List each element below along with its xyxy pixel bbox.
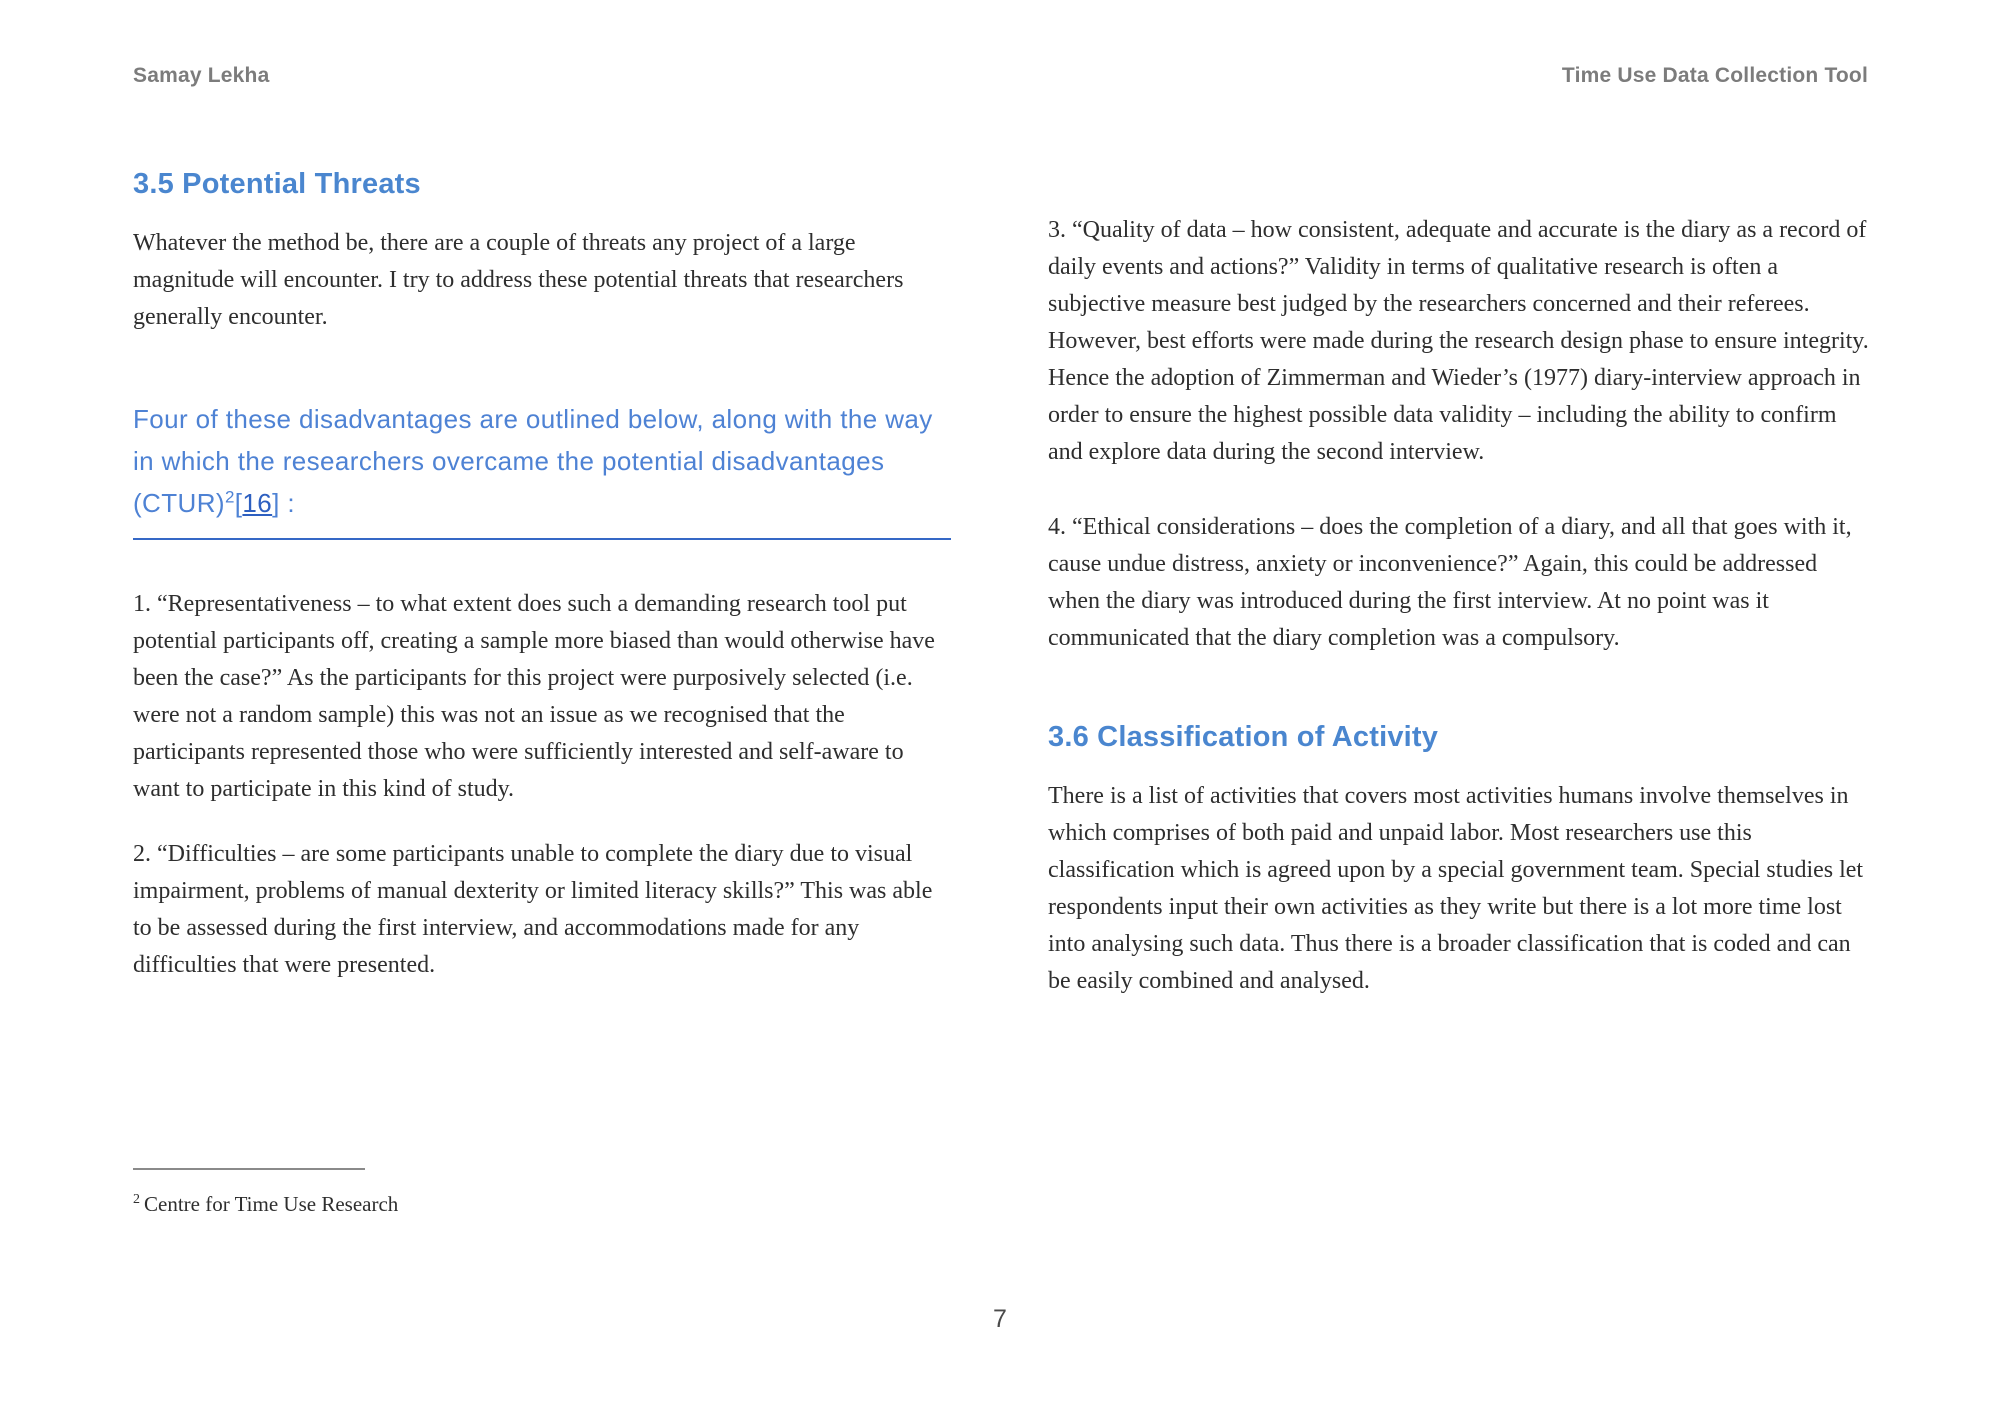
numbered-item-3-quality-of-data: 3. “Quality of data – how consistent, adequate and accurate is the diary as a record of daily events and actions?” Validity in terms of qualitative research is often a subjective measure best judged by the researchers concerned and their referees. However, best efforts were made during the research design phase to ensure integrity. Hence the adoption of Zimmerman and Wieder’s (1977) diary-interview approach in order to ensure the highest possible data validity – including the ability to confirm and explore data during the second interview. (1048, 217, 1869, 465)
citation-link-16[interactable]: 16 (242, 488, 273, 518)
section-heading-3-6: 3.6 Classification of Activity (1048, 721, 1439, 753)
citation-bracket-open: [ (234, 488, 243, 518)
footnote-label: Centre for Time Use Research (144, 1192, 399, 1216)
numbered-item-2-difficulties: 2. “Difficulties – are some participants unable to complete the diary due to visual impairment, problems of manual dexterity or limited literacy skills?” This was able to be assessed during the first interview, and accommodations made for any difficulties that were presented. (133, 841, 933, 978)
callout-footnote-marker: 2 (224, 487, 235, 507)
footnote (133, 1168, 833, 1217)
header-right-title: Time Use Data Collection Tool (1561, 64, 1868, 87)
citation-bracket-close: ] : (272, 488, 296, 518)
callout-disadvantages (133, 398, 951, 540)
running-header (133, 64, 1868, 88)
numbered-item-4-ethical-considerations: 4. “Ethical considerations – does the completion of a diary, and all that goes with it, cause undue distress, anxiety or inconvenience?” Again, this could be addressed when the diary was introduced during the first interview. At no point was it communicated that the diary completion was a compulsory. (1048, 514, 1852, 651)
footnote-text (133, 1192, 833, 1217)
header-left-title: Samay Lekha (133, 64, 270, 87)
right-column (1048, 212, 1872, 1000)
section-3-6-body-paragraph: There is a list of activities that covers most activities humans involve themselves in which comprises of both paid and unpaid labor. Most researchers use this classification which is agreed upon by a special government team. Special studies let respondents input their own activities as they write but there is a lot more time lost into analysing such data. Thus there is a broader classification that is coded and can be easily combined and analysed. (1048, 783, 1864, 994)
footnote-divider (133, 1168, 365, 1170)
numbered-item-1-representativeness: 1. “Representativeness – to what extent does such a demanding research tool put potential participants off, creating a sample more biased than would otherwise have been the case?” As the participants for this project were purposively selected (i.e. were not a random sample) this was not an issue as we recognised that the participants represented those who were sufficiently interested and self-aware to want to participate in this kind of study. (133, 591, 935, 802)
footnote-marker: 2 (133, 1192, 140, 1207)
left-column (133, 168, 951, 1012)
page-number: 7 (993, 1305, 1007, 1333)
section-3-5-intro-paragraph: Whatever the method be, there are a couple of threats any project of a large magnitude will encounter. I try to address these potential threats that researchers generally encounter. (133, 230, 904, 330)
section-heading-3-5: 3.5 Potential Threats (133, 168, 421, 200)
callout-text: Four of these disadvantages are outlined below, along with the way in which the researchers overcame the potential disadvantages (CTUR) (133, 404, 933, 518)
